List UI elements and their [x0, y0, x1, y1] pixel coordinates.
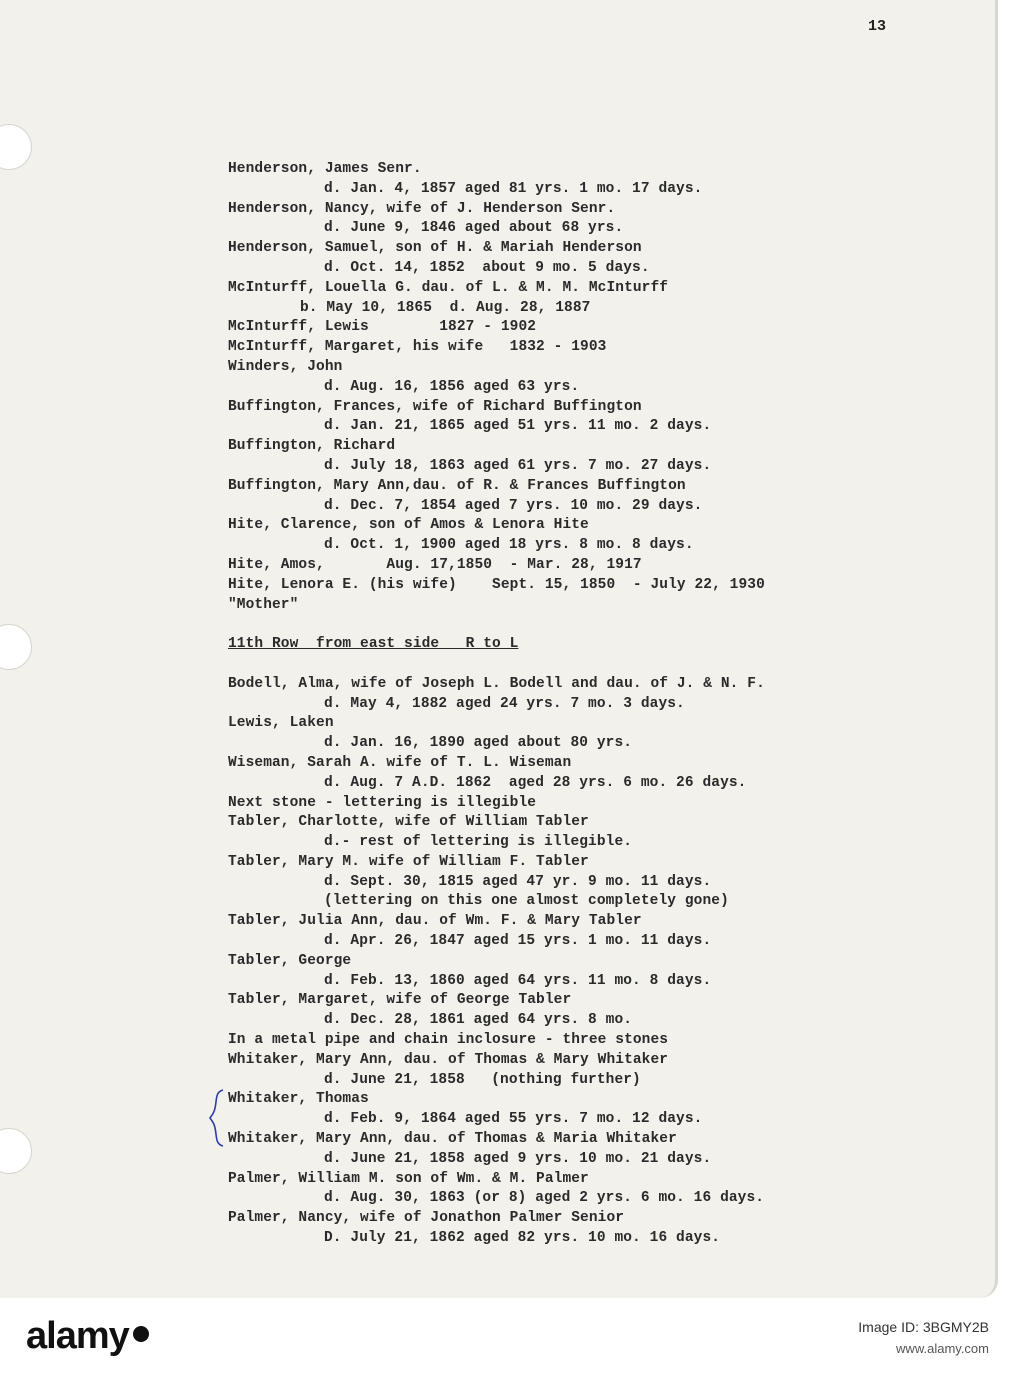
record-entry-line: Tabler, George — [228, 952, 352, 969]
record-detail-line: d. Aug. 7 A.D. 1862 aged 28 yrs. 6 mo. 26 days. — [324, 774, 747, 791]
record-detail-line: d. Aug. 30, 1863 (or 8) aged 2 yrs. 6 mo. 16 days. — [324, 1190, 765, 1207]
record-detail-line: d. May 4, 1882 aged 24 yrs. 7 mo. 3 days. — [324, 695, 685, 712]
record-detail-line: (lettering on this one almost completely gone) — [324, 893, 729, 910]
blank-line — [228, 655, 948, 675]
record-entry-line: Whitaker, Mary Ann, dau. of Thomas & Mary Whitaker — [228, 1051, 669, 1068]
record-entry-line: Lewis, Laken — [228, 715, 334, 732]
record-entry-line: Whitaker, Mary Ann, dau. of Thomas & Maria Whitaker — [228, 1131, 677, 1148]
record-detail-line: d. June 9, 1846 aged about 68 yrs. — [324, 220, 624, 237]
record-detail-line: d.- rest of lettering is illegible. — [324, 834, 633, 851]
record-detail-line: d. June 21, 1858 (nothing further) — [324, 1071, 641, 1088]
record-entry-line: Hite, Amos, Aug. 17,1850 - Mar. 28, 1917 — [228, 556, 642, 573]
record-detail-line: d. Aug. 16, 1856 aged 63 yrs. — [324, 378, 580, 395]
record-detail-line: d. Dec. 28, 1861 aged 64 yrs. 8 mo. — [324, 1012, 633, 1029]
record-entry-line: Wiseman, Sarah A. wife of T. L. Wiseman — [228, 754, 572, 771]
record-entry-line: Henderson, Nancy, wife of J. Henderson Senr. — [228, 200, 616, 217]
record-detail-line: d. Jan. 21, 1865 aged 51 yrs. 11 mo. 2 days. — [324, 418, 712, 435]
record-entry-line: In a metal pipe and chain inclosure - three stones — [228, 1032, 669, 1049]
punch-hole — [0, 124, 32, 170]
record-detail-line: d. July 18, 1863 aged 61 yrs. 7 mo. 27 days. — [324, 457, 712, 474]
record-entry-line: Whitaker, Thomas — [228, 1091, 369, 1108]
record-entry-line: Buffington, Richard — [228, 438, 396, 455]
record-entry-line: Buffington, Frances, wife of Richard Buffington — [228, 398, 642, 415]
record-detail-line: D. July 21, 1862 aged 82 yrs. 10 mo. 16 days. — [324, 1230, 721, 1247]
record-entry-line: Tabler, Charlotte, wife of William Tabler — [228, 814, 589, 831]
record-entry-line: McInturff, Margaret, his wife 1832 - 1903 — [228, 339, 607, 356]
record-detail-line: d. Feb. 13, 1860 aged 64 yrs. 11 mo. 8 days. — [324, 972, 712, 989]
record-detail-line: d. Feb. 9, 1864 aged 55 yrs. 7 mo. 12 days. — [324, 1111, 703, 1128]
record-list — [228, 160, 948, 1249]
record-entry-line: Next stone - lettering is illegible — [228, 794, 537, 811]
record-entry-line: Bodell, Alma, wife of Joseph L. Bodell and dau. of J. & N. F. — [228, 675, 765, 692]
record-entry-line: Palmer, William M. son of Wm. & M. Palmer — [228, 1170, 589, 1187]
record-entry-line: McInturff, Louella G. dau. of L. & M. M. McInturff — [228, 279, 669, 296]
record-entry-line: Buffington, Mary Ann,dau. of R. & Frances Buffington — [228, 477, 686, 494]
record-detail-line: d. Jan. 16, 1890 aged about 80 yrs. — [324, 735, 633, 752]
record-detail-line: d. Jan. 4, 1857 aged 81 yrs. 1 mo. 17 days. — [324, 180, 703, 197]
record-entry-line: Palmer, Nancy, wife of Jonathon Palmer Senior — [228, 1210, 625, 1227]
record-entry-line: "Mother" — [228, 596, 299, 613]
record-entry-line: Henderson, James Senr. — [228, 161, 422, 177]
record-detail-line: b. May 10, 1865 d. Aug. 28, 1887 — [300, 299, 591, 316]
record-detail-line: d. Apr. 26, 1847 aged 15 yrs. 1 mo. 11 days. — [324, 933, 712, 950]
punch-hole — [0, 1128, 32, 1174]
record-entry-line: Henderson, Samuel, son of H. & Mariah Henderson — [228, 240, 642, 257]
record-detail-line: d. June 21, 1858 aged 9 yrs. 10 mo. 21 days. — [324, 1150, 712, 1167]
source-url: www.alamy.com — [896, 1341, 989, 1356]
blank-line — [228, 615, 948, 635]
record-detail-line: d. Dec. 7, 1854 aged 7 yrs. 10 mo. 29 days. — [324, 497, 703, 514]
section-heading: 11th Row from east side R to L — [228, 636, 519, 653]
record-entry-line: Tabler, Margaret, wife of George Tabler — [228, 992, 572, 1009]
record-entry-line: Tabler, Julia Ann, dau. of Wm. F. & Mary Tabler — [228, 913, 642, 930]
image-id: Image ID: 3BGMY2B — [858, 1319, 989, 1335]
record-entry-line: Hite, Lenora E. (his wife) Sept. 15, 1850 - July 22, 1930 — [228, 576, 765, 593]
record-entry-line: Hite, Clarence, son of Amos & Lenora Hite — [228, 517, 589, 534]
alamy-logo: alamy — [26, 1315, 149, 1358]
image-meta — [858, 1316, 989, 1360]
record-detail-line: d. Sept. 30, 1815 aged 47 yr. 9 mo. 11 days. — [324, 873, 712, 890]
record-detail-line: d. Oct. 1, 1900 aged 18 yrs. 8 mo. 8 days. — [324, 537, 694, 554]
record-detail-line: d. Oct. 14, 1852 about 9 mo. 5 days. — [324, 259, 650, 276]
handwritten-bracket-icon — [209, 1088, 225, 1148]
record-entry-line: Tabler, Mary M. wife of William F. Tabler — [228, 853, 589, 870]
record-entry-line: Winders, John — [228, 358, 343, 375]
page-number: 13 — [868, 18, 887, 35]
punch-hole — [0, 624, 32, 670]
record-entry-line: McInturff, Lewis 1827 - 1902 — [228, 319, 537, 336]
